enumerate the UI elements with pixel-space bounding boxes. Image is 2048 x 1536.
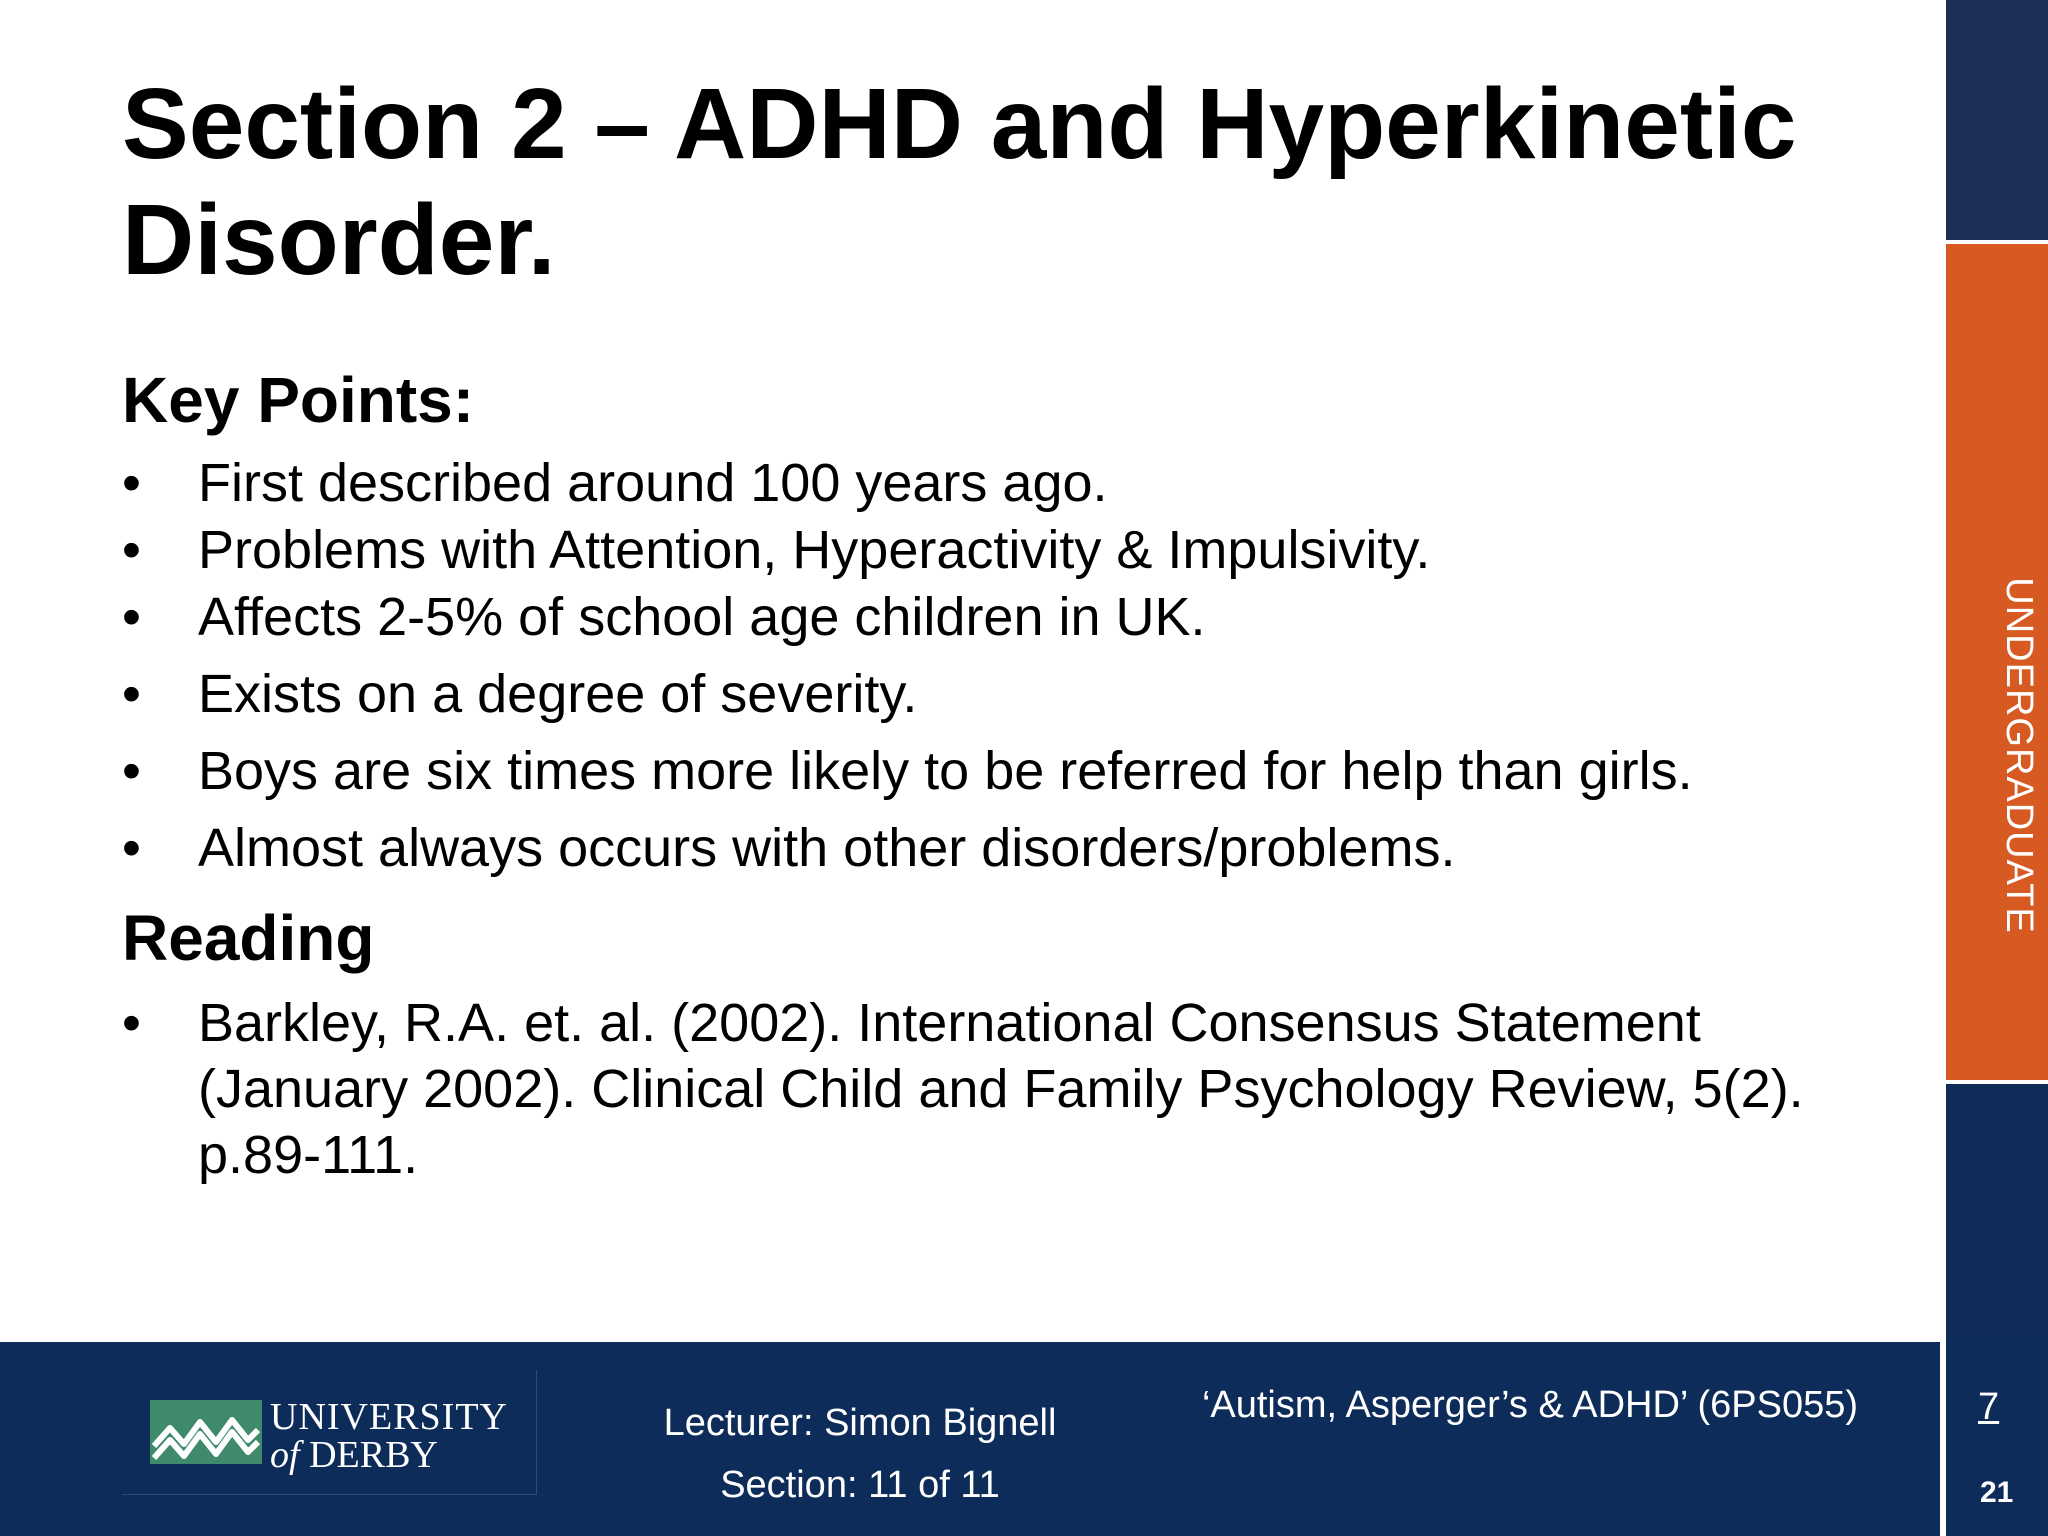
bullet-icon: • [122,664,141,724]
bullet-icon: • [122,453,141,513]
lecturer-name: Lecturer: Simon Bignell [663,1402,1057,1444]
bullet-icon: • [122,587,141,647]
mountain-logo-icon [150,1400,262,1464]
list-item: • Affects 2-5% of school age children in UK. [122,584,1842,651]
bullet-icon: • [122,993,141,1053]
logo-wordmark: UNIVERSITY of DERBY [270,1396,508,1476]
key-points-heading: Key Points: [122,364,475,436]
lecturer-info [620,1392,1100,1516]
key-points-list [122,450,1842,882]
university-logo [122,1370,537,1495]
slide-title: Section 2 – ADHD and Hyperkinetic Disorder. [122,68,1797,296]
bullet-icon: • [122,520,141,580]
footer-divider [1940,1342,1946,1536]
list-item: • Exists on a degree of severity. [122,661,1842,728]
list-item: • Boys are six times more likely to be referred for help than girls. [122,738,1842,805]
sidebar-bottom-block [1946,1084,2048,1342]
page-number: 21 [1980,1476,2014,1509]
list-item: • Problems with Attention, Hyperactivity & Impulsivity. [122,517,1842,584]
course-title: ‘Autism, Asperger’s & ADHD’ (6PS055) [1201,1384,1859,1426]
sidebar [1946,0,2048,1342]
reading-heading: Reading [122,902,375,974]
section-counter: Section: 11 of 11 [720,1464,1000,1506]
page-indicator: 7 [1978,1386,2000,1428]
list-item: • Barkley, R.A. et. al. (2002). International Consensus Statement (January 2002). Clinical Child and Family Psychology Review, 5(2). p.89-111. [122,990,1842,1188]
bullet-icon: • [122,741,141,801]
list-item: • First described around 100 years ago. [122,450,1842,517]
reading-list [122,990,1842,1188]
bullet-icon: • [122,818,141,878]
footer [0,1342,2048,1536]
sidebar-orange-block: UNDERGRADUATE [1946,244,2048,1080]
list-item: • Almost always occurs with other disorders/problems. [122,815,1842,882]
sidebar-top-block [1946,0,2048,240]
